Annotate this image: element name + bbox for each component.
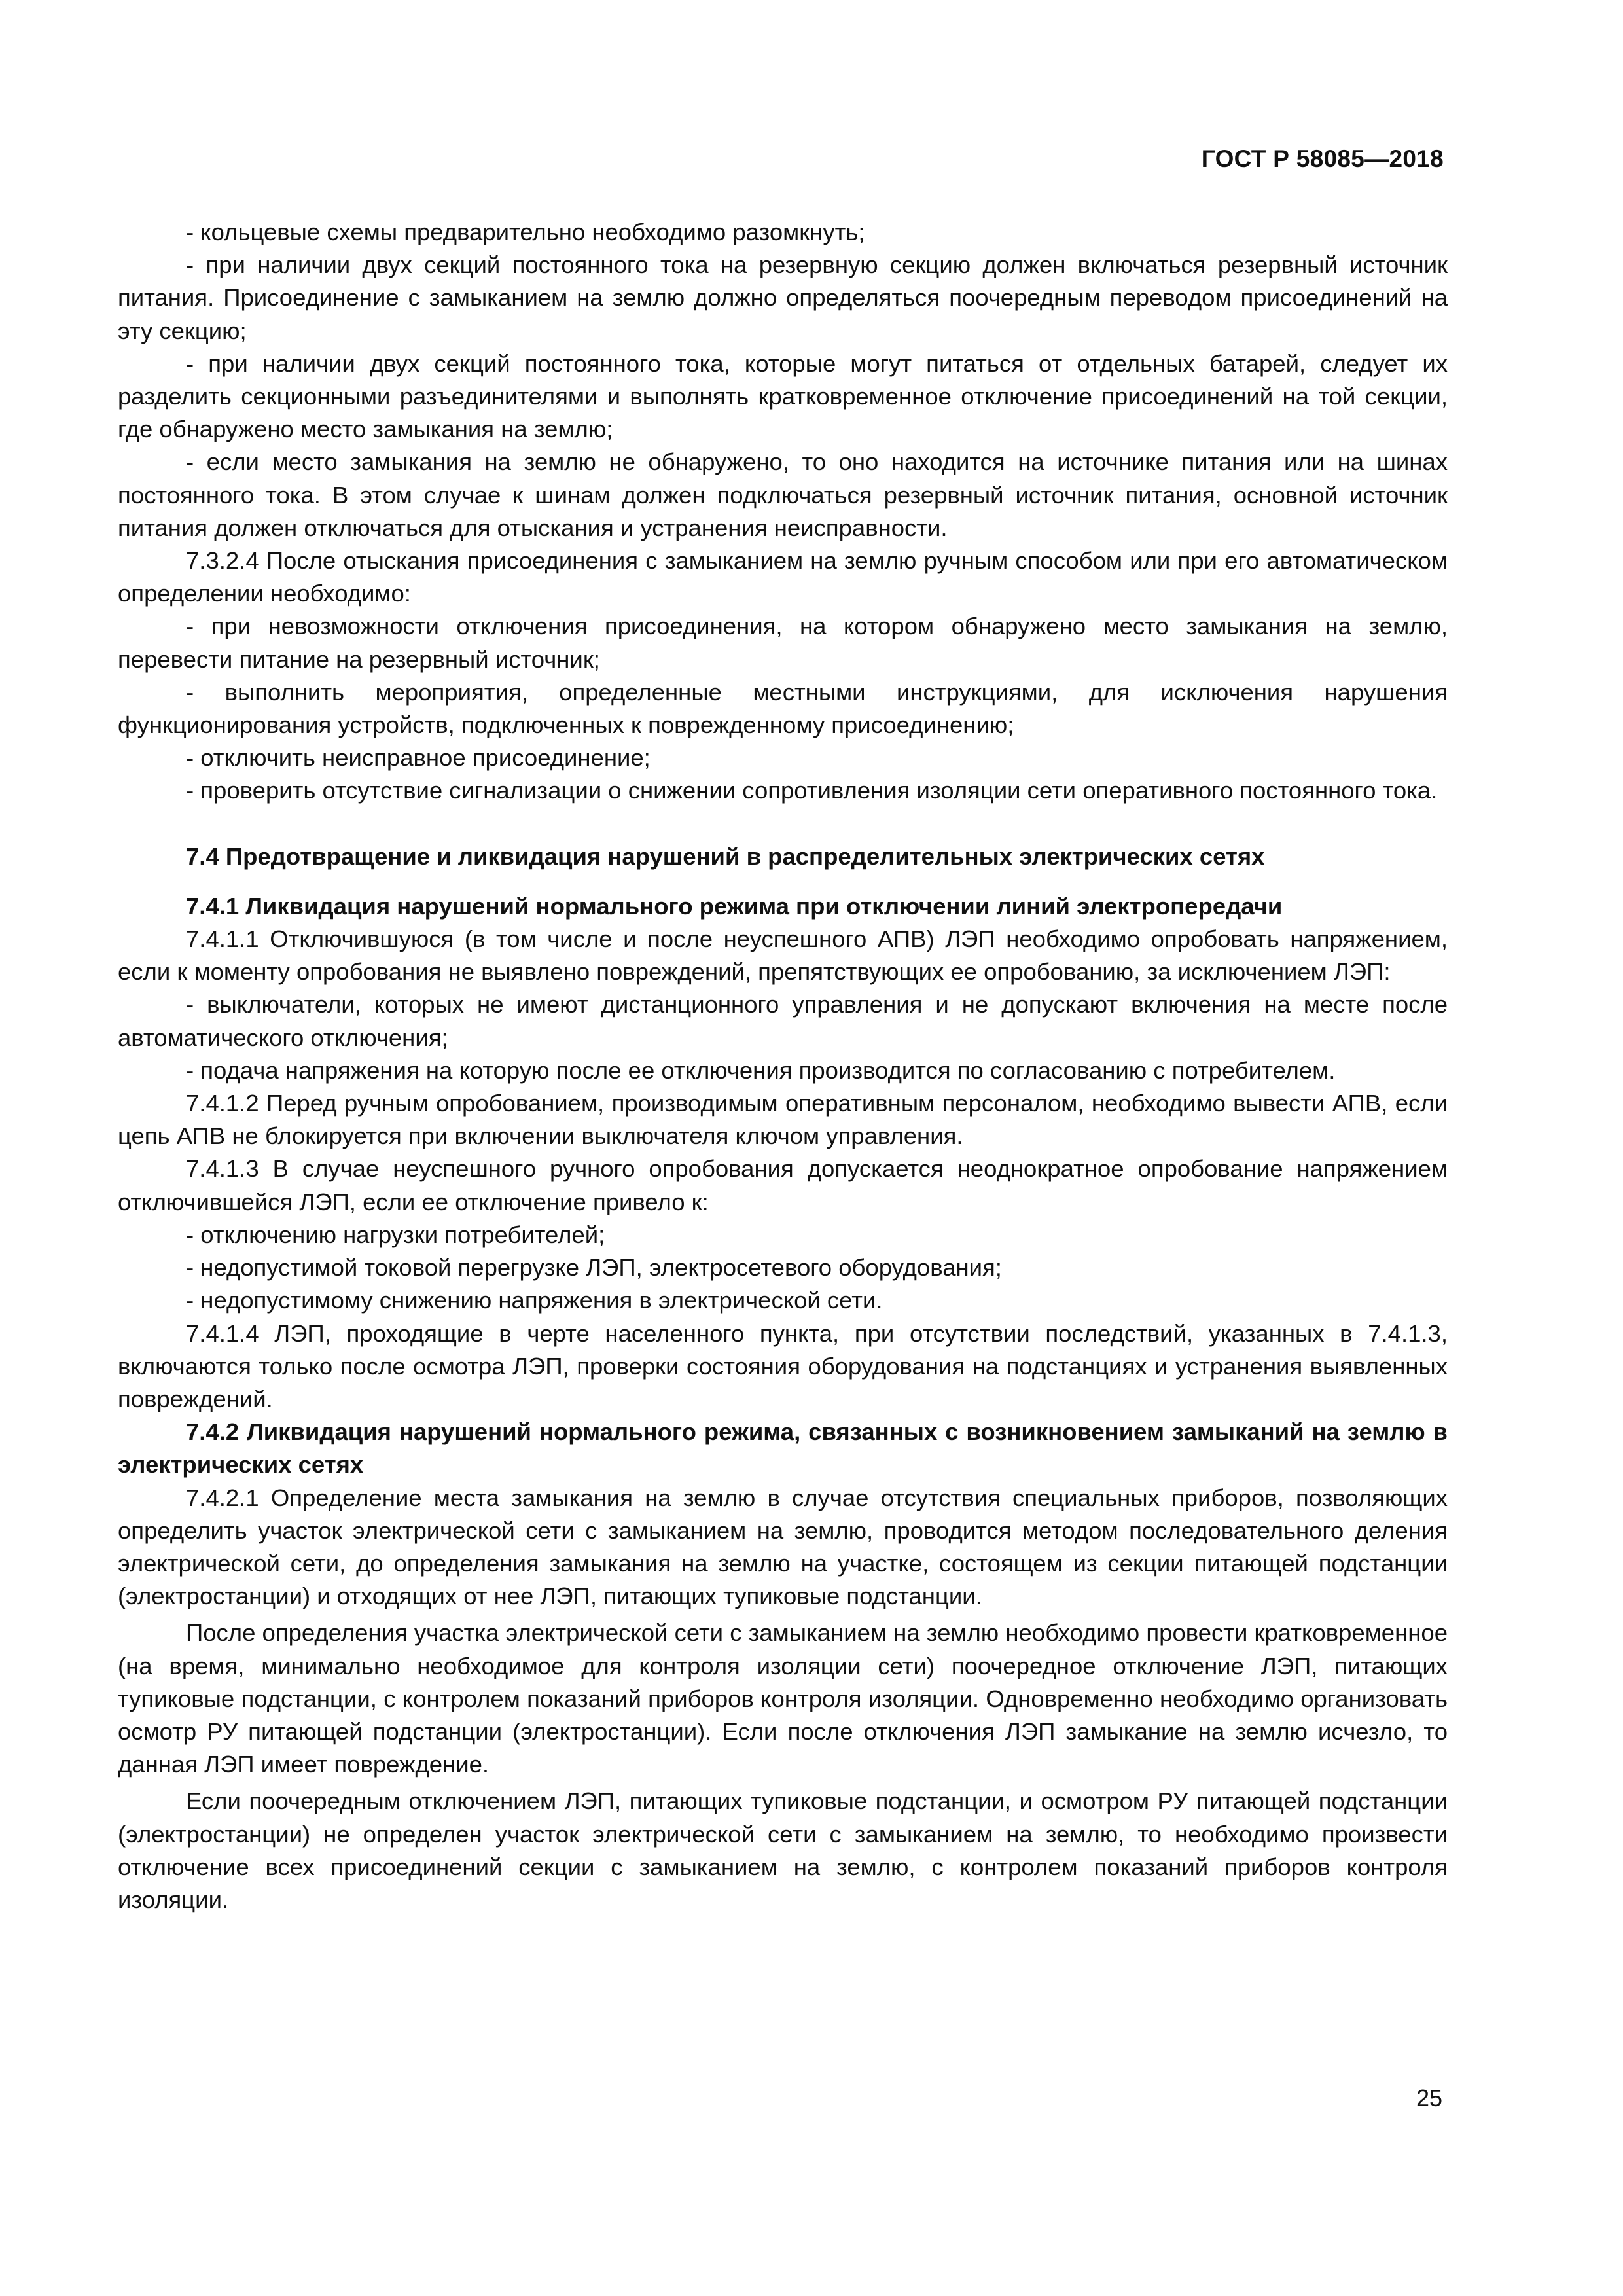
- body-paragraph: Если поочередным отключением ЛЭП, питающих тупиковые подстанции, и осмотром РУ питающей подстанции (электростанции) не определен участок электрической сети с замыканием на землю, то необходимо произвести отключение всех присоединений секции с замыканием на землю, с контролем показаний приборов контроля изоляции.: [118, 1787, 1448, 1913]
- list-item: - кольцевые схемы предварительно необходимо разомкнуть;: [186, 219, 865, 245]
- clause-paragraph: 7.4.1.2 Перед ручным опробованием, производимым оперативным персоналом, необходимо вывести АПВ, если цепь АПВ не блокируется при включении выключателя ключом управления.: [118, 1090, 1448, 1150]
- list-item: - отключению нагрузки потребителей;: [186, 1221, 605, 1248]
- list-item: - недопустимому снижению напряжения в электрической сети.: [186, 1287, 883, 1314]
- clause-paragraph: 7.4.1.3 В случае неуспешного ручного опробования допускается неоднократное опробование напряжением отключившейся ЛЭП, если ее отключение привело к:: [118, 1155, 1448, 1215]
- document-body: [118, 216, 1448, 1916]
- section-heading-7-4: 7.4 Предотвращение и ликвидация нарушений в распределительных электрических сетях: [186, 842, 1265, 870]
- subsection-heading-7-4-2: 7.4.2 Ликвидация нарушений нормального режима, связанных с возникновением замыканий на землю в электрических сетях: [118, 1418, 1448, 1479]
- list-item: - подача напряжения на которую после ее отключения производится по согласованию с потребителем.: [186, 1056, 1336, 1084]
- list-item: - выключатели, которых не имеют дистанционного управления и не допускают включения на месте после автоматического отключения;: [118, 991, 1448, 1051]
- list-item: - выполнить мероприятия, определенные местными инструкциями, для исключения нарушения функционирования устройств, подключенных к поврежденному присоединению;: [118, 678, 1448, 739]
- list-item: - при невозможности отключения присоединения, на котором обнаружено место замыкания на землю, перевести питание на резервный источник;: [118, 613, 1448, 673]
- list-item: - если место замыкания на землю не обнаружено, то оно находится на источнике питания или на шинах постоянного тока. В этом случае к шинам должен подключаться резервный источник питания, основной источник питания должен отключаться для отыскания и устранения неисправности.: [118, 448, 1448, 541]
- body-paragraph: После определения участка электрической сети с замыканием на землю необходимо провести кратковременное (на время, минимально необходимое для контроля изоляции сети) поочередное отключение ЛЭП, питающих тупиковые подстанции, с контролем показаний приборов контроля изоляции. Одновременно необходимо организовать осмотр РУ питающей подстанции (электростанции). Если после отключения ЛЭП замыкание на землю исчезло, то данная ЛЭП имеет повреждение.: [118, 1619, 1448, 1778]
- clause-paragraph: 7.4.1.4 ЛЭП, проходящие в черте населенного пункта, при отсутствии последствий, указанных в 7.4.1.3, включаются только после осмотра ЛЭП, проверки состояния оборудования на подстанциях и устранения выявленных повреждений.: [118, 1319, 1448, 1412]
- page-number: 25: [1416, 2085, 1442, 2111]
- list-item: - проверить отсутствие сигнализации о снижении сопротивления изоляции сети оперативного постоянного тока.: [186, 777, 1438, 804]
- subsection-heading-7-4-1: 7.4.1 Ликвидация нарушений нормального режима при отключении линий электропередачи: [186, 892, 1283, 920]
- list-item: - при наличии двух секций постоянного тока на резервную секцию должен включаться резервный источник питания. Присоединение с замыканием на землю должно определяться поочередным переводом присоединений на эту секцию;: [118, 251, 1448, 344]
- list-item: - недопустимой токовой перегрузке ЛЭП, электросетевого оборудования;: [186, 1254, 1002, 1282]
- clause-paragraph: 7.3.2.4 После отыскания присоединения с замыканием на землю ручным способом или при его автоматическом определении необходимо:: [118, 547, 1448, 607]
- clause-paragraph: 7.4.2.1 Определение места замыкания на землю в случае отсутствия специальных приборов, позволяющих определить участок электрической сети с замыканием на землю, проводится методом последовательного деления электрической сети, до определения замыкания на землю на участке, состоящем из секции питающей подстанции (электростанции) и отходящих от нее ЛЭП, питающих тупиковые подстанции.: [118, 1484, 1448, 1610]
- standard-number-header: ГОСТ Р 58085—2018: [1201, 145, 1444, 172]
- list-item: - при наличии двух секций постоянного тока, которые могут питаться от отдельных батарей, следует их разделить секционными разъединителями и выполнять кратковременное отключение присоединений на той секции, где обнаружено место замыкания на землю;: [118, 350, 1448, 443]
- list-item: - отключить неисправное присоединение;: [186, 744, 651, 772]
- clause-paragraph: 7.4.1.1 Отключившуюся (в том числе и после неуспешного АПВ) ЛЭП необходимо опробовать напряжением, если к моменту опробования не выявлено повреждений, препятствующих ее опробованию, за исключением ЛЭП:: [118, 925, 1448, 986]
